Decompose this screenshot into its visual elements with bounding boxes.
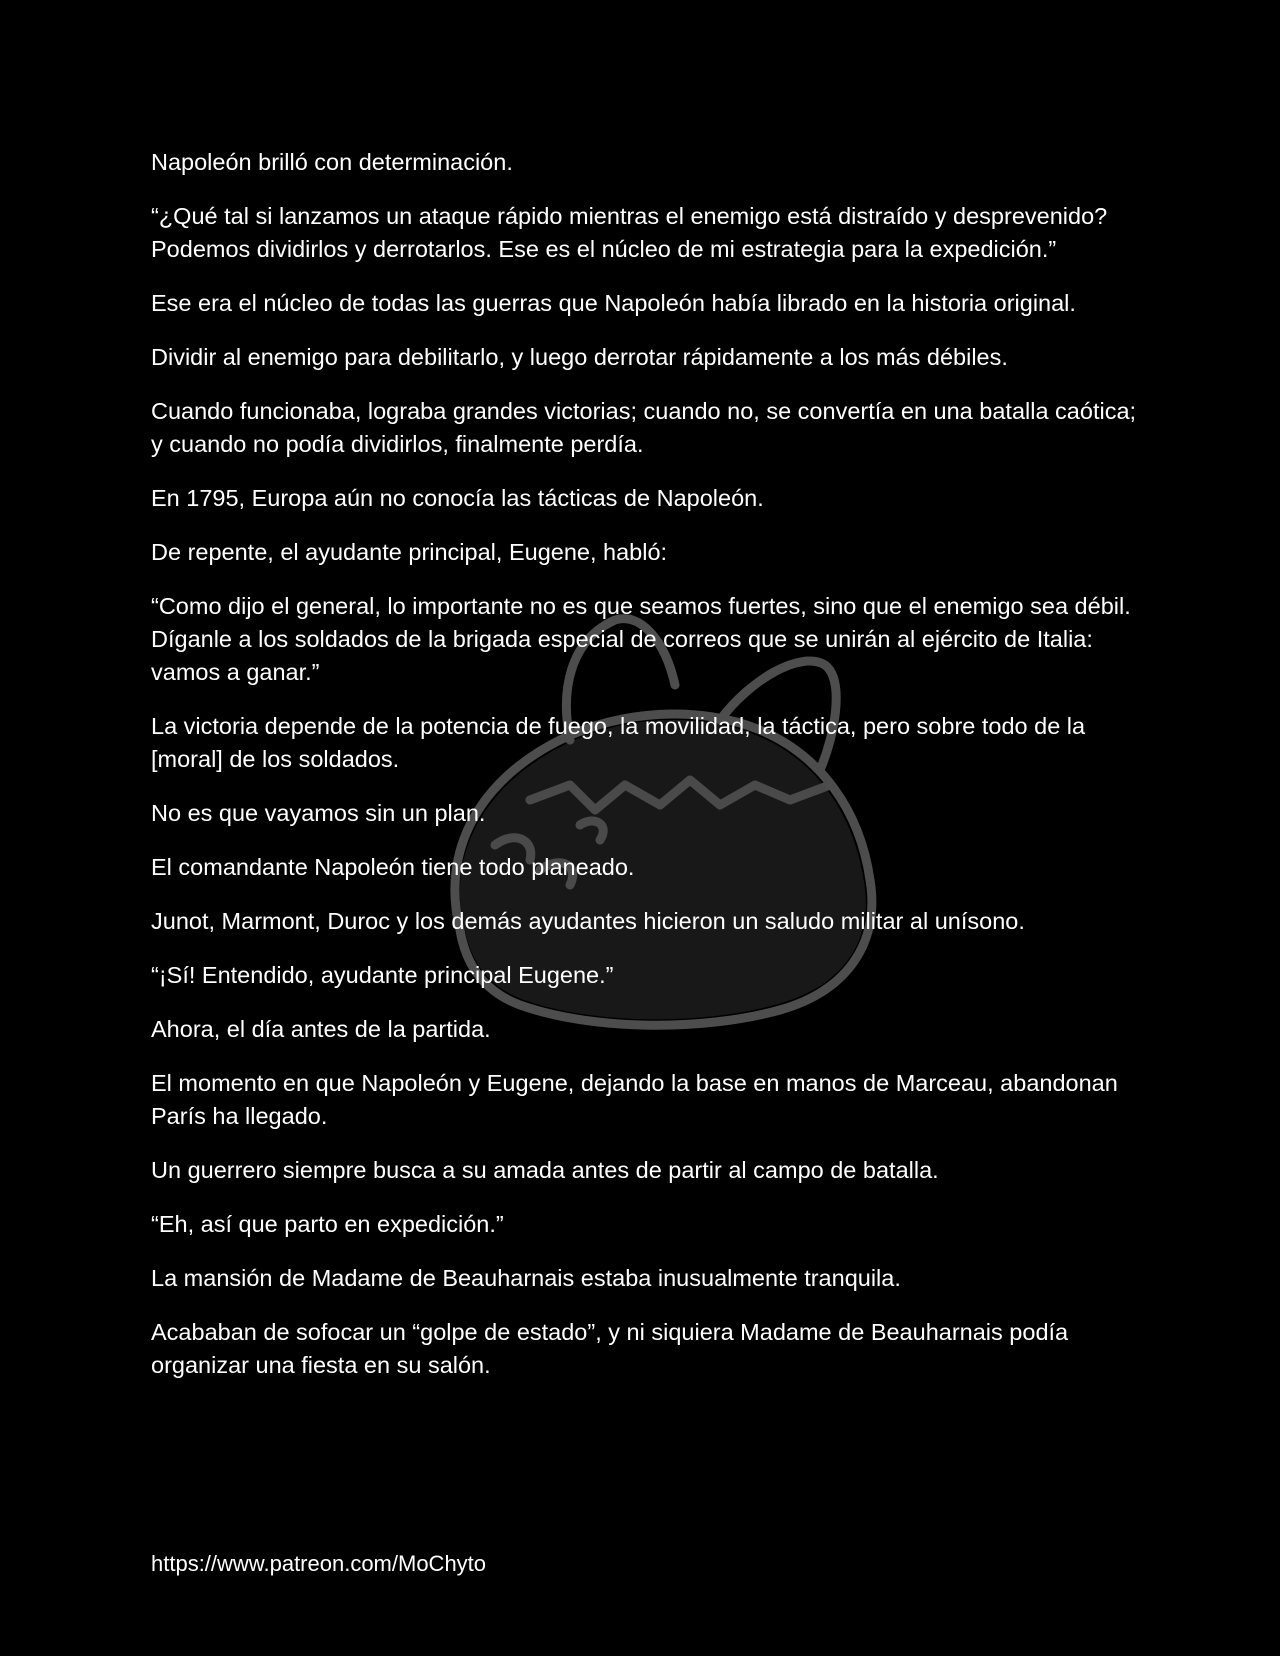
paragraph: Ahora, el día antes de la partida. [151, 1016, 491, 1042]
paragraph: El comandante Napoleón tiene todo planeado. [151, 854, 635, 880]
paragraph: Dividir al enemigo para debilitarlo, y luego derrotar rápidamente a los más débiles. [151, 344, 1008, 370]
patreon-link[interactable]: https://www.patreon.com/MoChyto [151, 1551, 487, 1576]
paragraph: En 1795, Europa aún no conocía las tácticas de Napoleón. [151, 485, 764, 511]
paragraph: La mansión de Madame de Beauharnais estaba inusualmente tranquila. [151, 1265, 901, 1291]
paragraph: El momento en que Napoleón y Eugene, dejando la base en manos de Marceau, abandonan París ha llegado. [151, 1070, 1118, 1129]
paragraph: “¿Qué tal si lanzamos un ataque rápido mientras el enemigo está distraído y desprevenido? Podemos dividirlos y derrotarlos. Ese es el núcleo de mi estrategia para la expedición.” [151, 203, 1108, 262]
paragraph: Ese era el núcleo de todas las guerras que Napoleón había librado en la historia original. [151, 290, 1076, 316]
paragraph: De repente, el ayudante principal, Eugene, habló: [151, 539, 668, 565]
paragraph: Acababan de sofocar un “golpe de estado”, y ni siquiera Madame de Beauharnais podía organizar una fiesta en su salón. [151, 1319, 1069, 1378]
paragraph: Junot, Marmont, Duroc y los demás ayudantes hicieron un saludo militar al unísono. [151, 908, 1025, 934]
paragraph: Napoleón brilló con determinación. [151, 149, 513, 175]
paragraph: “¡Sí! Entendido, ayudante principal Eugene.” [151, 962, 614, 988]
paragraph: No es que vayamos sin un plan. [151, 800, 486, 826]
document-body [151, 146, 1141, 1403]
paragraph: Cuando funcionaba, lograba grandes victorias; cuando no, se convertía en una batalla caótica; y cuando no podía dividirlos, finalmente perdía. [151, 398, 1137, 457]
paragraph: La victoria depende de la potencia de fuego, la movilidad, la táctica, pero sobre todo de la [moral] de los soldados. [151, 713, 1086, 772]
paragraph: Un guerrero siempre busca a su amada antes de partir al campo de batalla. [151, 1157, 939, 1183]
paragraph: “Como dijo el general, lo importante no es que seamos fuertes, sino que el enemigo sea débil. Díganle a los soldados de la brigada especial de correos que se unirán al ejército de Italia: vamos a ganar.” [151, 593, 1131, 685]
paragraph: “Eh, así que parto en expedición.” [151, 1211, 504, 1237]
